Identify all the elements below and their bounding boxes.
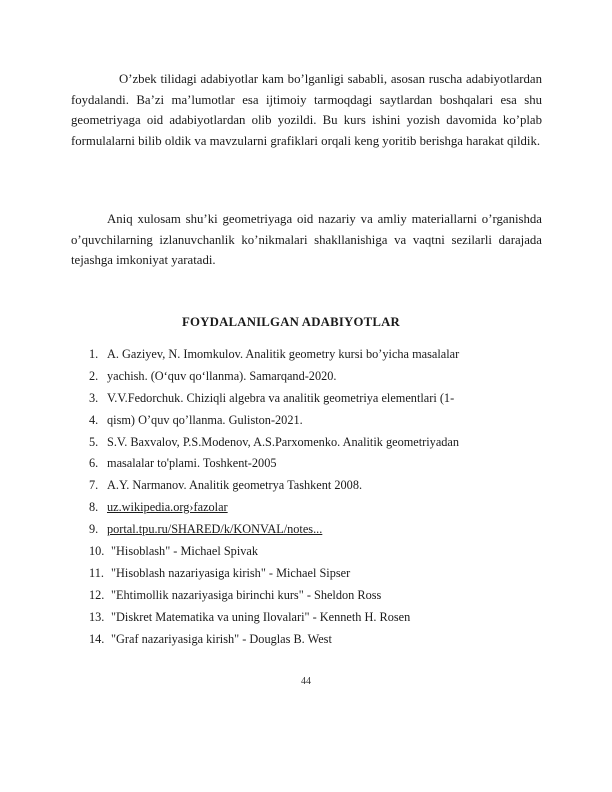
reference-item xyxy=(89,607,549,629)
reference-text: masalalar to'plami. Toshkent-2005 xyxy=(107,456,277,471)
reference-text: yachish. (O‘quv qo‘llanma). Samarqand-2020. xyxy=(107,368,337,383)
reference-text: qism) O’quv qo’llanma. Guliston-2021. xyxy=(107,412,303,427)
reference-number: 13. xyxy=(89,609,105,624)
reference-link[interactable]: uz.wikipedia.org›fazolar xyxy=(107,500,228,515)
reference-text: A. Gaziyev, N. Imomkulov. Analitik geometry kursi bo’yicha masalalar xyxy=(107,347,460,361)
reference-text: V.V.Fedorchuk. Chiziqli algebra va analitik geometriya elementlari (1- xyxy=(107,390,455,405)
reference-number: 14. xyxy=(89,631,105,646)
reference-item xyxy=(89,519,549,541)
reference-item xyxy=(89,432,549,454)
reference-item xyxy=(89,410,549,432)
reference-text: "Hisoblash nazariyasiga kirish" - Michael Sipser xyxy=(111,565,351,580)
reference-number: 1. xyxy=(89,347,99,361)
reference-text: "Hisoblash" - Michael Spivak xyxy=(111,544,258,559)
reference-number: 4. xyxy=(89,412,99,427)
references-list xyxy=(89,344,549,650)
reference-item xyxy=(89,344,549,366)
reference-number: 5. xyxy=(89,434,99,449)
reference-text: A.Y. Narmanov. Analitik geometrya Tashkent 2008. xyxy=(107,478,363,493)
reference-text: "Graf nazariyasiga kirish" - Douglas B. West xyxy=(111,631,332,646)
reference-link[interactable]: portal.tpu.ru/SHARED/k/KONVAL/notes... xyxy=(107,522,323,537)
reference-number: 7. xyxy=(89,478,99,493)
reference-number: 11. xyxy=(89,565,104,580)
conclusion-paragraph-2: Aniq xulosam shu’ki geometriyaga oid nazariy va amliy materiallarni o’rganishda o’quvchilarning izlanuvchanlik ko’nikmalari shakllanishiga va vaqtni sezilarli darajada tejashga imkoniyat yaratadi. xyxy=(71,212,542,267)
reference-item xyxy=(89,453,549,475)
conclusion-paragraph-1: O’zbek tilidagi adabiyotlar kam bo’lganligi sababli, asosan ruscha adabiyotlardan foydalandi. Ba’zi ma’lumotlar esa ijtimoiy tarmoqdagi saytlardan boshqalari esa shu geometriyaga oid adabiyotlardan olib yozildi. Bu kurs ishini yozish davomida ko’plab formulalarni bilib oldik va mavzularni grafiklari orqali keng yoritib berishga harakat qildik. xyxy=(71,72,542,148)
reference-item xyxy=(89,475,549,497)
reference-item xyxy=(89,388,549,410)
reference-item xyxy=(89,497,549,519)
reference-text: S.V. Baxvalov, P.S.Modenov, A.S.Parxomenko. Analitik geometriyadan xyxy=(107,434,460,449)
reference-number: 3. xyxy=(89,390,99,405)
reference-number: 6. xyxy=(89,456,99,471)
reference-item xyxy=(89,366,549,388)
reference-item xyxy=(89,585,549,607)
reference-number: 9. xyxy=(89,522,99,537)
reference-text: "Diskret Matematika va uning Ilovalari" - Kenneth H. Rosen xyxy=(111,609,411,624)
reference-number: 8. xyxy=(89,500,99,515)
reference-item xyxy=(89,629,549,651)
reference-number: 2. xyxy=(89,368,99,383)
reference-text: "Ehtimollik nazariyasiga birinchi kurs" - Sheldon Ross xyxy=(111,587,382,602)
page-number: 44 xyxy=(301,676,311,687)
reference-number: 10. xyxy=(89,544,105,559)
reference-item xyxy=(89,541,549,563)
reference-number: 12. xyxy=(89,587,105,602)
references-heading: FOYDALANILGAN ADABIYOTLAR xyxy=(182,315,400,329)
reference-item xyxy=(89,563,549,585)
